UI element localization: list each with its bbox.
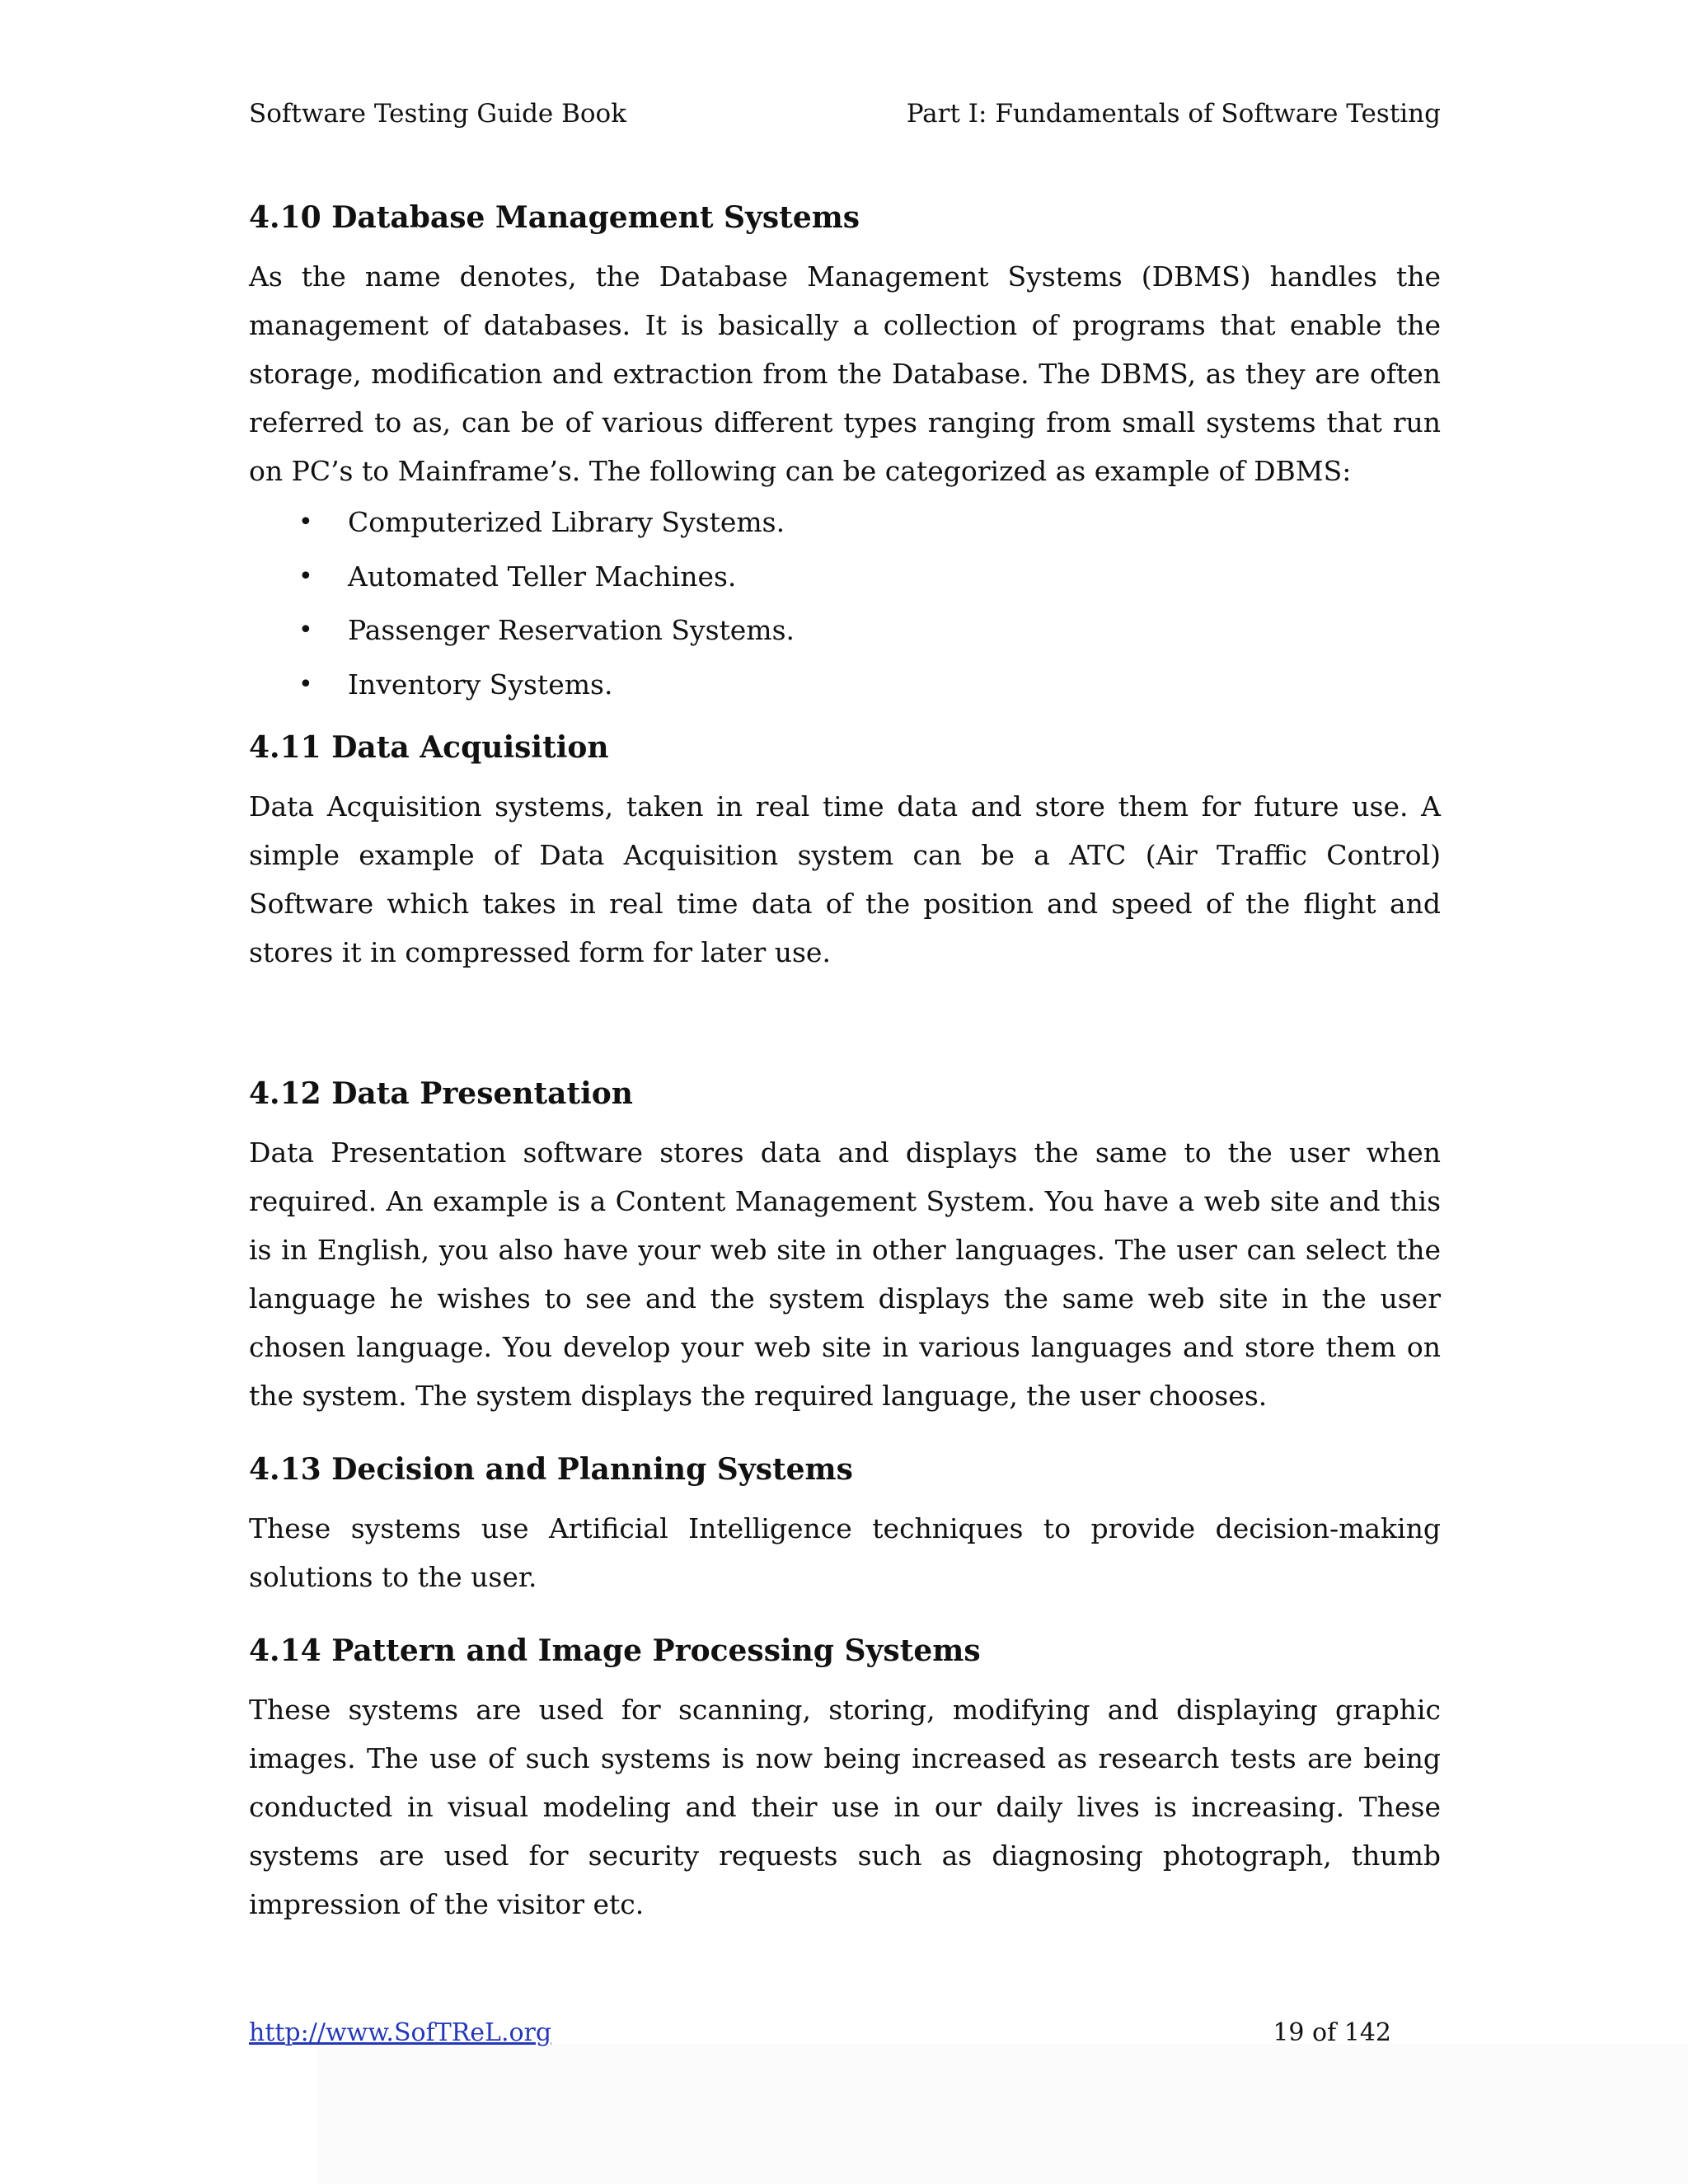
page-bottom-shade bbox=[317, 2044, 1688, 2184]
header-part-title: Part I: Fundamentals of Software Testing bbox=[906, 99, 1441, 129]
section-paragraph: These systems are used for scanning, storing, modifying and displaying graphic images. The use of such systems is now being increased as research tests are being conducted in visual modeling and their use in our daily lives is increasing. These systems are used for security requests such as diagnosing photograph, thumb impression of the visitor etc. bbox=[249, 1694, 1441, 1920]
page-footer bbox=[249, 2016, 1391, 2050]
section-heading: 4.13 Decision and Planning Systems bbox=[249, 1452, 853, 1487]
bullet-icon: • bbox=[298, 616, 313, 644]
section-paragraph: As the name denotes, the Database Management Systems (DBMS) handles the management of databases. It is basically a collection of programs that enable the storage, modification and extraction from the Database. The DBMS, as they are often referred to as, can be of various different types ranging from small systems that run on PC’s to Mainframe’s. The following can be categorized as example of DBMS: bbox=[249, 260, 1441, 487]
list-item bbox=[298, 550, 1441, 604]
list-item-text: Passenger Reservation Systems. bbox=[348, 614, 795, 646]
bullet-icon: • bbox=[298, 669, 313, 699]
list-item bbox=[298, 495, 1441, 550]
section-decision-planning-systems bbox=[249, 1446, 1441, 1601]
page-header bbox=[249, 97, 1441, 130]
bullet-icon: • bbox=[298, 508, 313, 537]
section-heading: 4.12 Data Presentation bbox=[249, 1076, 633, 1111]
section-heading: 4.11 Data Acquisition bbox=[249, 730, 609, 765]
list-item-text: Computerized Library Systems. bbox=[348, 506, 785, 538]
section-database-management-systems bbox=[249, 194, 1441, 711]
list-item bbox=[298, 603, 1441, 658]
section-heading: 4.14 Pattern and Image Processing Systems bbox=[249, 1633, 981, 1668]
section-data-presentation bbox=[249, 1071, 1441, 1420]
dbms-example-list bbox=[249, 495, 1441, 711]
section-paragraph: These systems use Artificial Intelligence techniques to provide decision-making solutions to the user. bbox=[249, 1512, 1441, 1593]
list-item bbox=[298, 658, 1441, 712]
section-paragraph: Data Presentation software stores data and displays the same to the user when required. An example is a Content Management System. You have a web site and this is in English, you also have your web site in other languages. The user can select the language he wishes to see and the system displays the same web site in the user chosen language. You develop your web site in various languages and store them on the system. The system displays the required language, the user chooses. bbox=[249, 1137, 1441, 1412]
list-item-text: Inventory Systems. bbox=[348, 668, 613, 701]
list-item-text: Automated Teller Machines. bbox=[348, 560, 737, 593]
section-data-acquisition bbox=[249, 724, 1441, 977]
page-number: 19 of 142 bbox=[1273, 2018, 1391, 2047]
section-paragraph: Data Acquisition systems, taken in real time data and store them for future use. A simple example of Data Acquisition system can be a ATC (Air Traffic Control) Software which takes in real time data of the position and speed of the flight and stores it in compressed form for later use. bbox=[249, 790, 1441, 968]
website-link[interactable]: http://www.SofTReL.org bbox=[249, 2018, 552, 2047]
section-heading: 4.10 Database Management Systems bbox=[249, 200, 860, 235]
bullet-icon: • bbox=[298, 561, 313, 591]
header-book-title: Software Testing Guide Book bbox=[249, 99, 627, 129]
page-content bbox=[249, 194, 1441, 1929]
section-pattern-image-processing bbox=[249, 1628, 1441, 1929]
